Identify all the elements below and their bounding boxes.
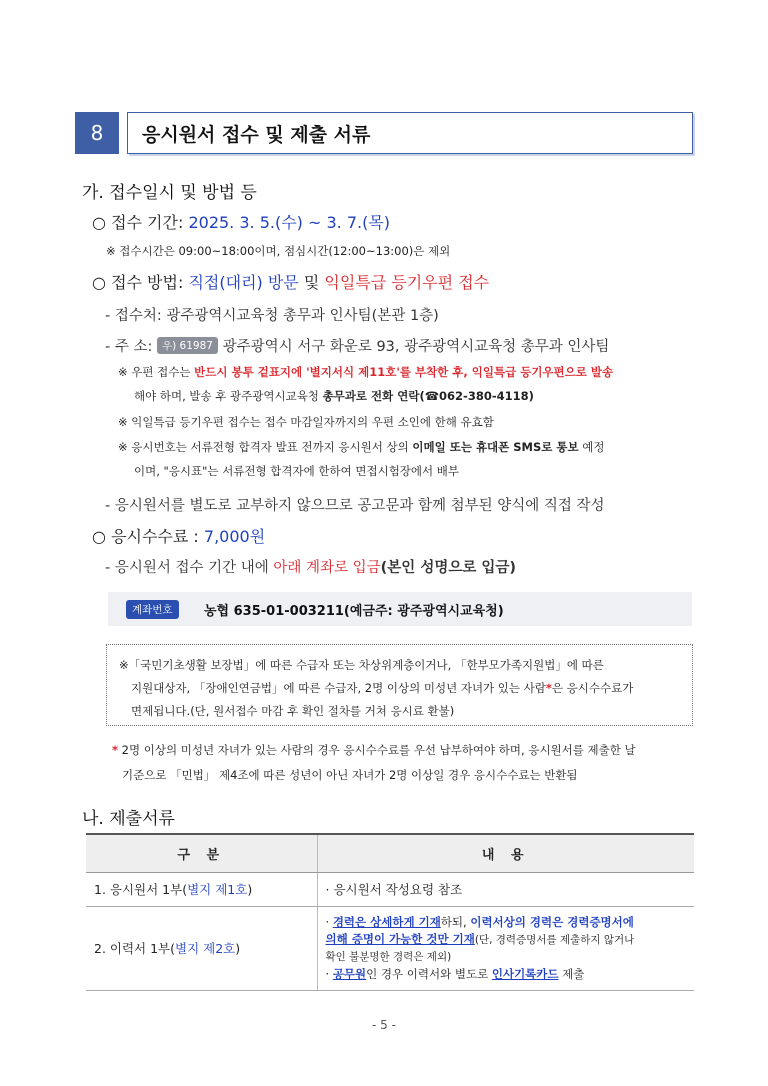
row2-text-2: (단, 경력증명서를 제출하지 않거나 — [474, 933, 635, 946]
period-item — [92, 210, 390, 233]
row2-content — [317, 906, 694, 990]
exemption-text-2: 은 응시수수료가 — [551, 681, 634, 695]
row2-bullet-2: · — [325, 966, 333, 981]
row1-category-close: ) — [247, 882, 253, 897]
fee-item — [92, 524, 265, 547]
exemption-line-1: ※「국민기초생활 보장법」에 따른 수급자 또는 차상위계층이거나, 「한부모가족지원법」에 따른 — [119, 658, 604, 672]
section-title: 응시원서 접수 및 제출 서류 — [127, 112, 693, 154]
mail-note-line-1 — [118, 364, 613, 380]
row2-category-close: ) — [235, 941, 241, 956]
method-value-2: 익일특급 등기우편 접수 — [324, 273, 490, 292]
documents-table — [86, 833, 694, 991]
exemption-line-3: 면제됩니다.(단, 원서접수 마감 후 확인 절차를 거쳐 응시료 환불) — [131, 704, 455, 718]
part-b-heading: 나. 제출서류 — [82, 809, 175, 829]
method-label: 접수 방법: — [111, 273, 189, 292]
fee-label: 응시수수료 : — [111, 527, 204, 546]
fee-value: 7,000원 — [203, 527, 266, 546]
fee-payment-emphasis: 아래 계좌로 입금 — [273, 560, 381, 576]
method-item — [92, 270, 489, 293]
row2-text-3: 인 경우 이력서와 별도로 — [366, 966, 492, 981]
row2-form-ref: 별지 제2호 — [175, 941, 236, 956]
part-a-heading: 가. 접수일시 및 방법 등 — [82, 183, 257, 203]
exemption-star: * — [545, 681, 552, 695]
row2-category-text: 2. 이력서 1부( — [94, 941, 176, 956]
table-header-category: 구 분 — [86, 834, 317, 872]
row1-form-ref: 별지 제1호 — [187, 882, 248, 897]
mail-note-text: ※ 우편 접수는 — [118, 365, 195, 379]
table-row — [86, 872, 694, 906]
table-row — [86, 906, 694, 990]
row2-emphasis-3: 의해 증명이 가능한 것만 기재 — [325, 931, 475, 946]
express-note: ※ 익일특급 등기우편 접수는 접수 마감일자까지의 우편 소인에 한해 유효함 — [118, 415, 494, 429]
account-badge: 계좌번호 — [126, 600, 179, 619]
method-bullet: ○ — [92, 273, 106, 292]
mail-note-line-2 — [134, 388, 534, 404]
id-note-line-1 — [118, 439, 605, 455]
row1-category-text: 1. 응시원서 1부( — [94, 882, 188, 897]
id-note-text-2: 예정 — [578, 440, 605, 454]
method-mid: 및 — [298, 273, 325, 292]
postal-code-badge: 우) 61987 — [157, 337, 218, 354]
fee-payment-text: - 응시원서 접수 기간 내에 — [105, 560, 274, 576]
row2-text-4: 제출 — [558, 966, 585, 981]
id-note-emphasis: 이메일 또는 휴대폰 SMS로 통보 — [412, 440, 579, 454]
account-box — [108, 592, 692, 626]
star-note-star: * — [112, 743, 119, 757]
address-prefix: - 주 소: — [105, 339, 153, 355]
fee-payment-note: (본인 성명으로 입금) — [380, 560, 517, 576]
period-value: 2025. 3. 5.(수) ~ 3. 7.(목) — [188, 213, 391, 232]
page-number: - 5 - — [372, 1018, 396, 1032]
row2-content-line-3: 확인 불분명한 경력은 제외) — [325, 950, 452, 963]
fee-payment-line — [105, 556, 516, 577]
mail-note-text-2: 해야 하며, 발송 후 광주광역시교육청 — [134, 389, 323, 403]
row2-content-line-1 — [326, 914, 687, 931]
exemption-text: 지원대상자, 「장애인연금법」에 따른 수급자, 2명 이상의 미성년 자녀가 있는 사람 — [131, 681, 546, 695]
form-line: - 응시원서를 별도로 교부하지 않으므로 공고문과 함께 첨부된 양식에 직접 작성 — [105, 498, 605, 514]
period-bullet: ○ — [92, 213, 106, 232]
section-number: 8 — [75, 112, 119, 154]
row1-content: · 응시원서 작성요령 참조 — [317, 872, 694, 906]
row2-emphasis-5: 인사기록카드 — [491, 966, 559, 981]
row2-text-1: 하되, — [440, 914, 471, 929]
address-line — [105, 335, 609, 356]
mail-note-emphasis: 반드시 봉투 겉표지에 '별지서식 제11호'를 부착한 후, 익일특급 등기우편으로 발송 — [194, 365, 614, 379]
star-note-line-2: 기준으로 「민법」 제4조에 따른 성년이 아닌 자녀가 2명 이상일 경우 응시수수료는 반환됨 — [122, 768, 578, 782]
account-number: 농협 635-01-003211(예금주: 광주광역시교육청) — [204, 604, 504, 619]
row2-emphasis-2: 이력서상의 경력은 경력증명서에 — [470, 914, 634, 929]
table-header-content: 내 용 — [317, 834, 694, 872]
place-line: - 접수처: 광주광역시교육청 총무과 인사팀(본관 1층) — [105, 308, 439, 324]
period-note: ※ 접수시간은 09:00~18:00이며, 점심시간(12:00~13:00)은 제외 — [106, 244, 451, 258]
period-label: 접수 기간: — [111, 213, 189, 232]
fee-bullet: ○ — [92, 527, 106, 546]
method-value-1: 직접(대리) 방문 — [188, 273, 299, 292]
exemption-line-2 — [131, 680, 633, 696]
star-note-line-1 — [112, 742, 636, 758]
row1-category — [86, 872, 317, 906]
row2-bullet: · — [325, 914, 333, 929]
mail-note-phone: 총무과로 전화 연락(☎062-380-4118) — [322, 389, 534, 403]
address-text: 광주광역시 서구 화운로 93, 광주광역시교육청 총무과 인사팀 — [222, 339, 610, 355]
exemption-box — [106, 644, 693, 726]
row2-content-line-2 — [326, 931, 687, 949]
row2-emphasis-4: 공무원 — [332, 966, 367, 981]
id-note-text: ※ 응시번호는 서류전형 합격자 발표 전까지 응시원서 상의 — [118, 440, 413, 454]
section-header — [75, 112, 693, 154]
id-note-line-2: 이며, "응시표"는 서류전형 합격자에 한하여 면접시험장에서 배부 — [134, 464, 459, 478]
row2-category — [86, 906, 317, 990]
row2-content-line-4 — [326, 966, 687, 983]
star-note-text: 2명 이상의 미성년 자녀가 있는 사람의 경우 응시수수료를 우선 납부하여야 하며, 응시원서를 제출한 날 — [118, 743, 636, 757]
row2-emphasis-1: 경력은 상세하게 기재 — [332, 914, 441, 929]
table-header-row — [86, 834, 694, 872]
